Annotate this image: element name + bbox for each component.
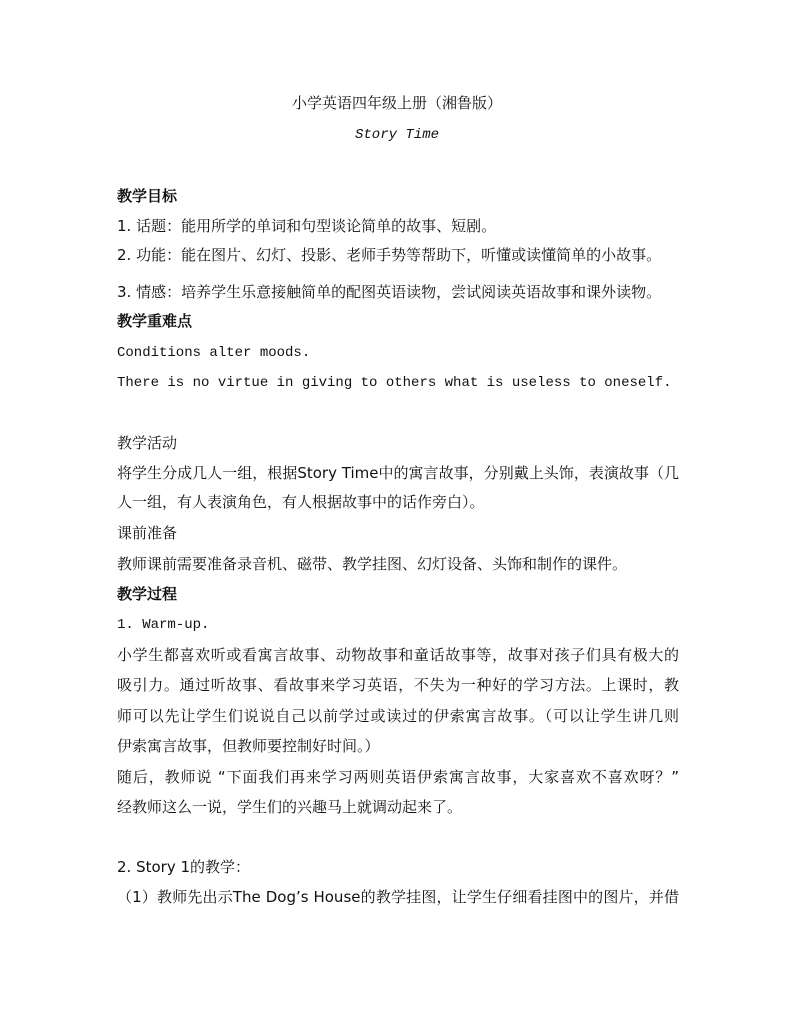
document-subtitle: Story Time xyxy=(354,127,439,143)
activities-line-2: 人一组，有人表演角色，有人根据故事中的话作旁白）。 xyxy=(117,493,485,511)
preparation-text: 教师课前需要准备录音机、磁带、教学挂图、幻灯设备、头饰和制作的课件。 xyxy=(117,555,628,573)
key-points-heading: 教学重难点 xyxy=(117,312,193,330)
objective-item-3: 3. 情感：培养学生乐意接触简单的配图英语读物，尝试阅读英语故事和课外读物。 xyxy=(117,283,662,301)
preparation-heading: 课前准备 xyxy=(117,524,178,542)
key-point-1: Conditions alter moods. xyxy=(117,345,311,361)
activities-line-1: 将学生分成几人一组，根据Story Time中的寓言故事，分别戴上头饰，表演故事（几 xyxy=(117,464,679,482)
activities-heading: 教学活动 xyxy=(117,434,178,452)
step-1-line-5: 随后，教师说 “下面我们再来学习两则英语伊索寓言故事，大家喜欢不喜欢呀？” xyxy=(117,768,679,786)
objectives-heading: 教学目标 xyxy=(117,187,178,205)
step-1-line-1: 小学生都喜欢听或看寓言故事、动物故事和童话故事等，故事对孩子们具有极大的 xyxy=(117,646,679,664)
objective-item-1: 1. 话题：能用所学的单词和句型谈论简单的故事、短剧。 xyxy=(117,217,497,235)
step-1-line-3: 师可以先让学生们说说自己以前学过或读过的伊索寓言故事。（可以让学生讲几则 xyxy=(117,707,679,725)
step-1-line-2: 吸引力。通过听故事、看故事来学习英语，不失为一种好的学习方法。上课时，教 xyxy=(117,676,679,694)
key-point-2: There is no virtue in giving to others what is useless to oneself. xyxy=(117,375,672,391)
step-1-line-6: 经教师这么一说，学生们的兴趣马上就调动起来了。 xyxy=(117,798,463,816)
step-1-line-4: 伊索寓言故事，但教师要控制好时间。） xyxy=(117,737,380,755)
process-heading: 教学过程 xyxy=(117,585,178,603)
objective-item-2: 2. 功能：能在图片、幻灯、投影、老师手势等帮助下，听懂或读懂简单的小故事。 xyxy=(117,246,662,264)
step-1-title: 1. Warm-up. xyxy=(117,617,210,633)
step-2-title: 2. Story 1的教学： xyxy=(117,858,251,876)
document-title: 小学英语四年级上册（湘鲁版） xyxy=(291,94,502,112)
step-2-line-1: （1）教师先出示The Dog’s House的教学挂图，让学生仔细看挂图中的图片，并借 xyxy=(117,888,679,906)
